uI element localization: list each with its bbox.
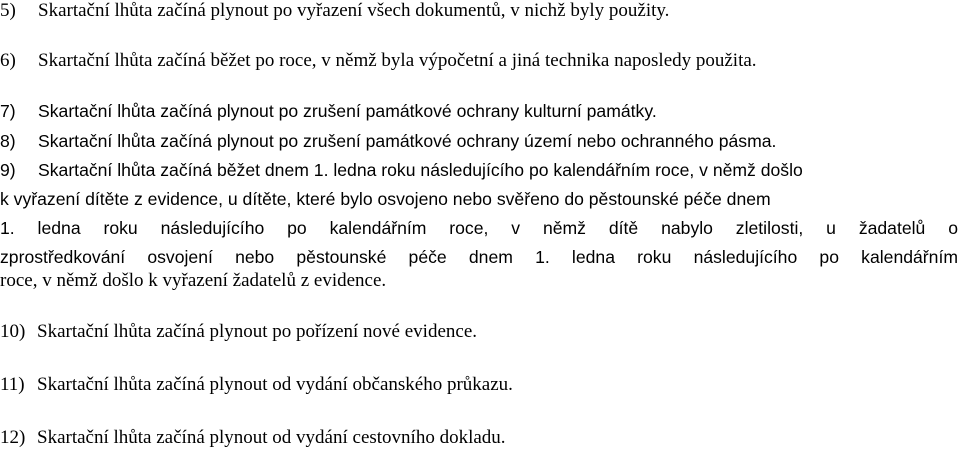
list-item-12: [0, 423, 960, 452]
item-text: Skartační lhůta začíná plynout po zrušení památkové ochrany území nebo ochranného pásma.: [38, 131, 777, 151]
list-item-5: [0, 0, 960, 25]
list-item-10: [0, 317, 960, 346]
item-number: 5): [0, 0, 16, 21]
item-text-line: roce, v němž došlo k vyřazení žadatelů z evidence.: [0, 270, 387, 291]
item-number: 11): [0, 374, 25, 395]
item-text-line: Skartační lhůta začíná běžet dnem 1. ledna roku následujícího po kalendářním roce, v němž došlo: [38, 160, 803, 180]
item-number: 10): [0, 321, 26, 342]
item-number: 12): [0, 427, 26, 448]
item-text: Skartační lhůta začíná plynout od vydání občanského průkazu.: [37, 374, 513, 395]
item-text: Skartační lhůta začíná plynout po vyřazení všech dokumentů, v nichž byly použity.: [38, 0, 670, 21]
item-text-line: 1. ledna roku následujícího po kalendářním roce, v němž dítě nabylo zletilosti, u žadatelů o: [0, 218, 958, 238]
item-text-line: k vyřazení dítěte z evidence, u dítěte, které bylo osvojeno nebo svěřeno do pěstounské péče dnem: [0, 189, 771, 209]
item-number: 7): [0, 101, 16, 121]
item-text: Skartační lhůta začíná plynout po pořízení nové evidence.: [37, 321, 478, 342]
list-item-11: [0, 370, 960, 399]
list-item-8: [0, 127, 960, 156]
item-9-line-2: [0, 185, 960, 214]
item-9-line-3: [0, 214, 958, 243]
item-number: 9): [0, 160, 16, 180]
item-text: Skartační lhůta začíná běžet po roce, v němž byla výpočetní a jiná technika naposledy použita.: [38, 50, 757, 71]
item-text-line: zprostředkování osvojení nebo pěstounské péče dnem 1. ledna roku následujícího po kalendářním: [0, 247, 958, 267]
list-item-7: [0, 97, 960, 126]
item-9-line-5: [0, 266, 960, 295]
item-9-line-1: [0, 156, 960, 185]
item-number: 6): [0, 50, 16, 71]
item-text: Skartační lhůta začíná plynout po zrušení památkové ochrany kulturní památky.: [38, 101, 657, 121]
item-text: Skartační lhůta začíná plynout od vydání cestovního dokladu.: [37, 427, 506, 448]
list-item-6: [0, 46, 960, 75]
item-number: 8): [0, 131, 16, 151]
